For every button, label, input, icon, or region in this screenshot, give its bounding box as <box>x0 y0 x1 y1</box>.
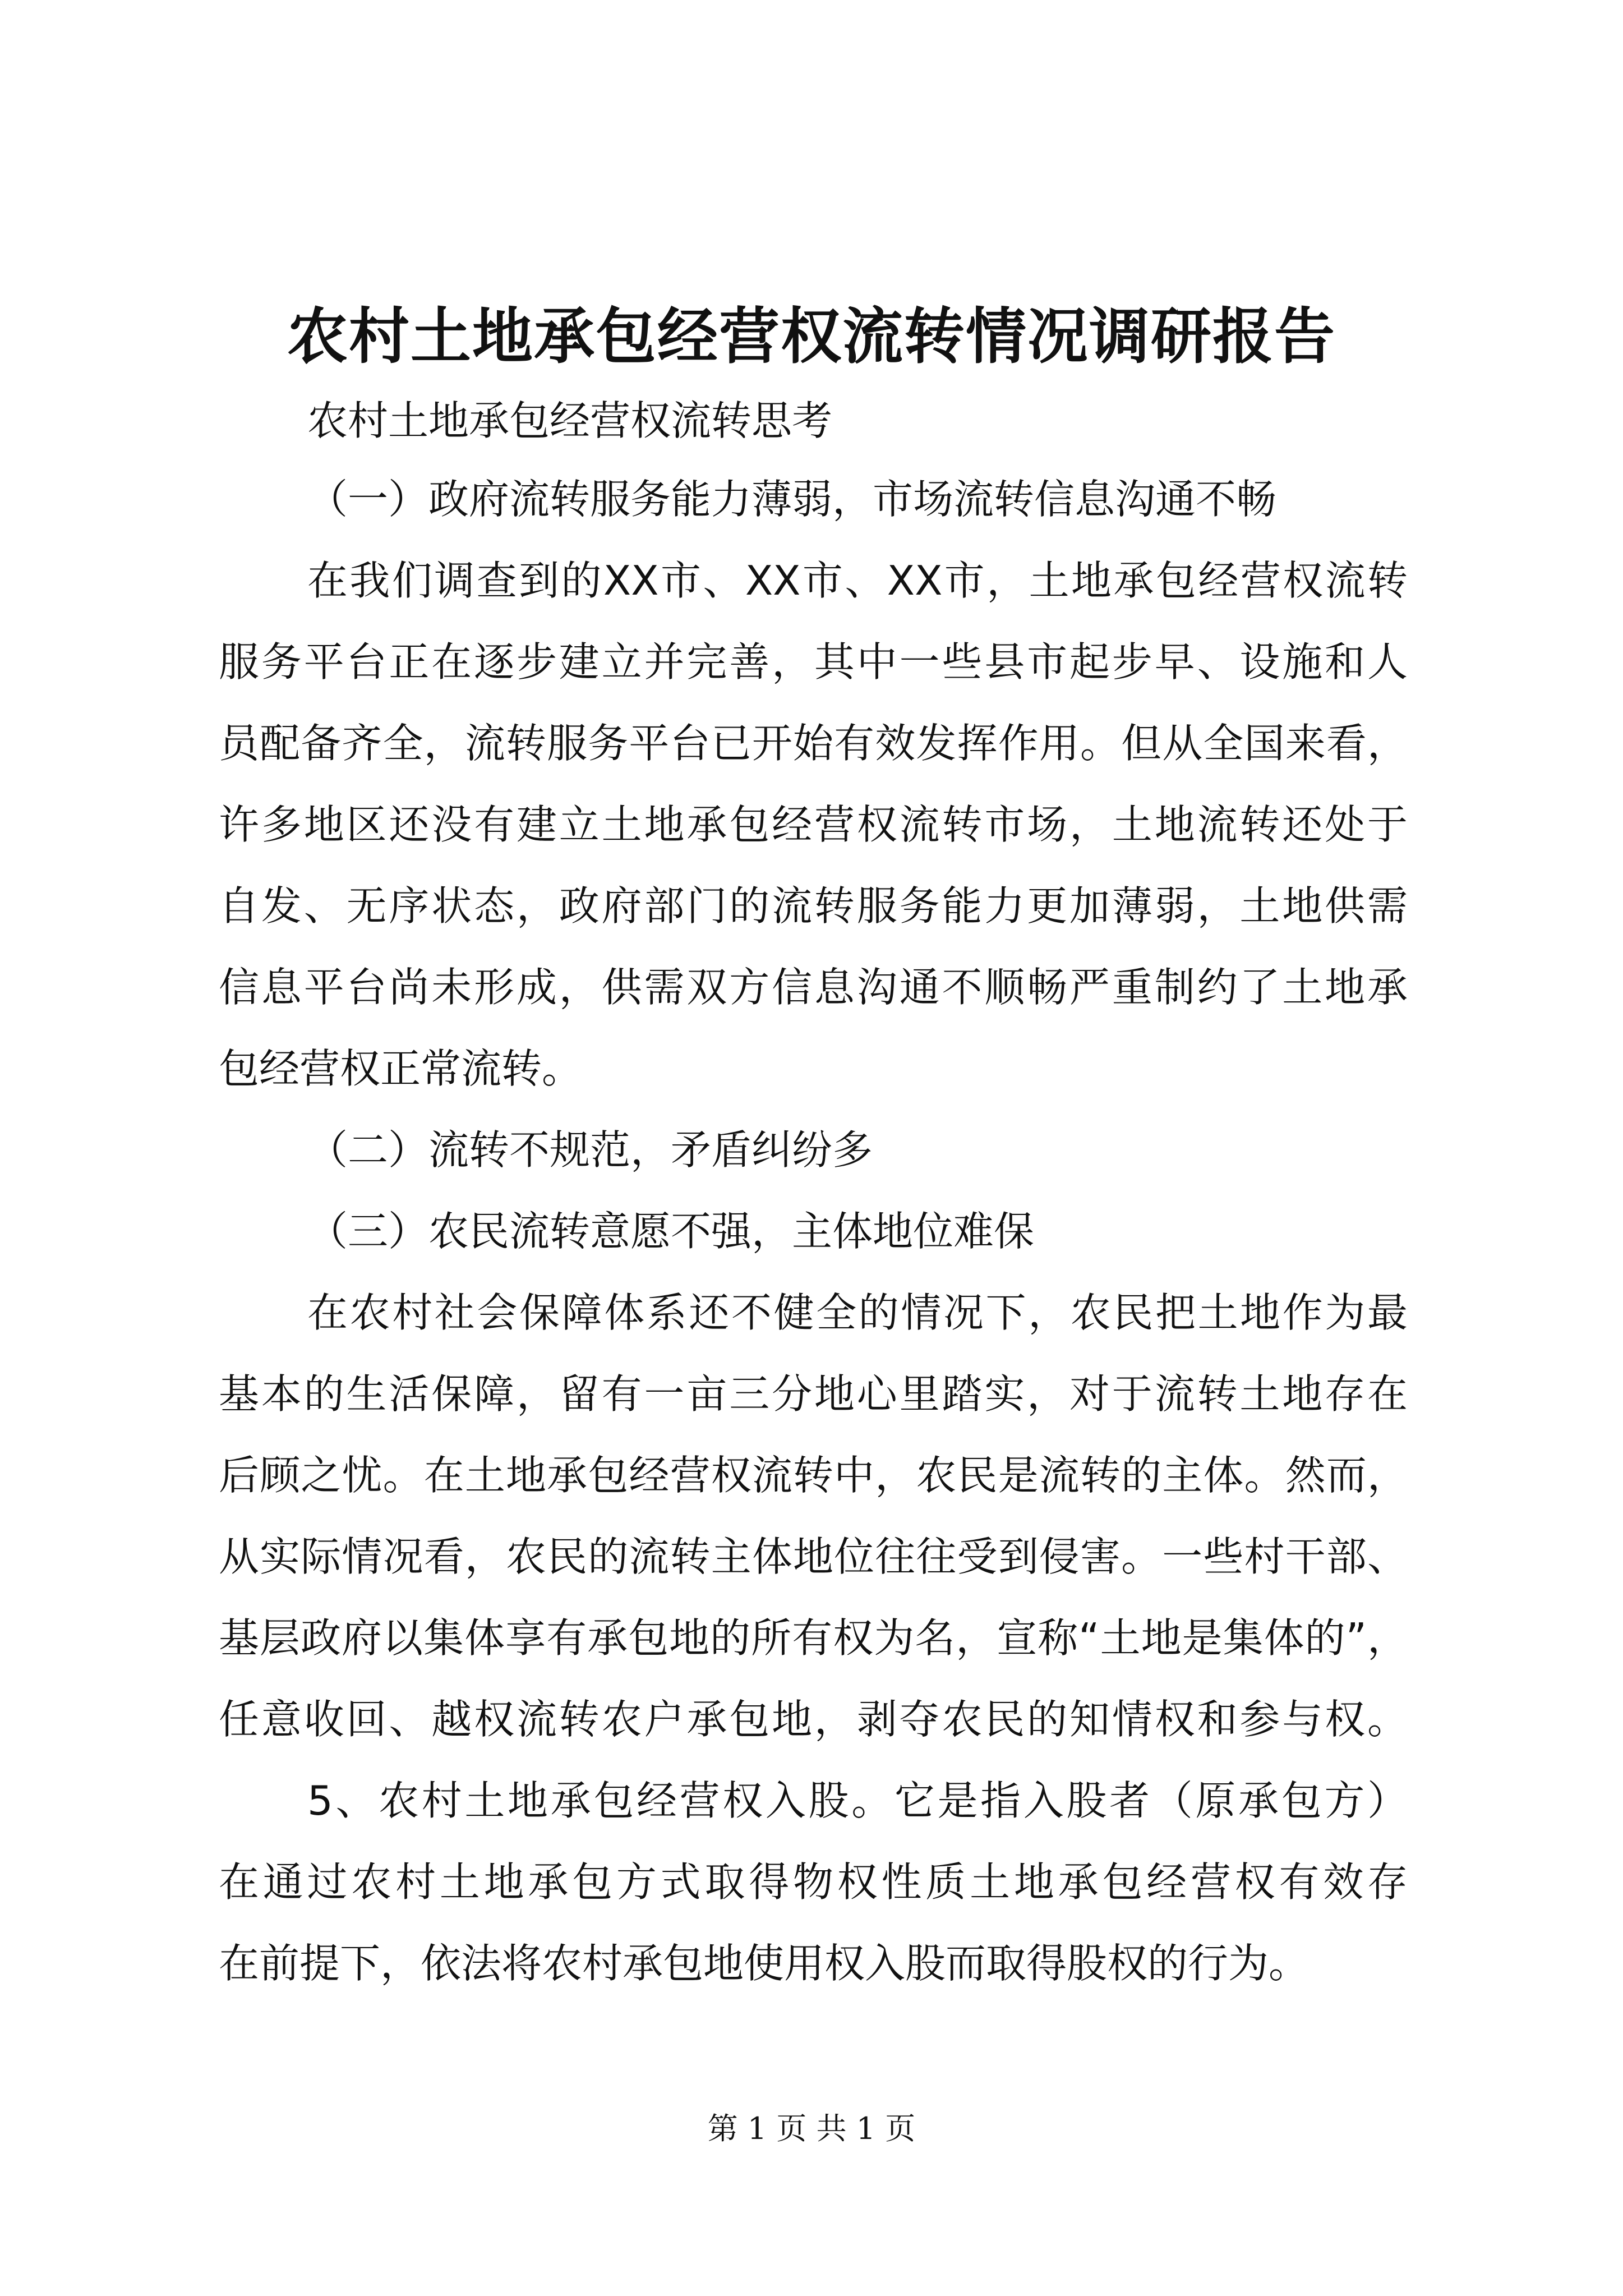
line-text: 基本的生活保障，留有一亩三分地心里踏实，对于流转土地存在 <box>219 1370 1408 1418</box>
line-text: （二）流转不规范，矛盾纠纷多 <box>307 1126 873 1174</box>
line-text: 许多地区还没有建立土地承包经营权流转市场，土地流转还处于 <box>219 801 1408 848</box>
line-text: 信息平台尚未形成，供需双方信息沟通不顺畅严重制约了土地承 <box>219 964 1408 1011</box>
line-text: （一）政府流转服务能力薄弱，市场流转信息沟通不畅 <box>307 476 1277 523</box>
line-text: 从实际情况看，农民的流转主体地位往往受到侵害。一些村干部、 <box>219 1533 1408 1580</box>
page-footer: 第 1 页 共 1 页 <box>707 2111 916 2146</box>
line-text: 在通过农村土地承包方式取得物权性质土地承包经营权有效存 <box>219 1858 1408 1906</box>
line-text: 自发、无序状态，政府部门的流转服务能力更加薄弱，土地供需 <box>219 882 1408 930</box>
line-text: 在农村社会保障体系还不健全的情况下，农民把土地作为最 <box>307 1289 1408 1336</box>
line-text: 基层政府以集体享有承包地的所有权为名，宣称“土地是集体的”， <box>219 1614 1408 1662</box>
line-text: 员配备齐全，流转服务平台已开始有效发挥作用。但从全国来看， <box>219 720 1408 767</box>
line-text: 任意收回、越权流转农户承包地，剥夺农民的知情权和参与权。 <box>219 1696 1408 1743</box>
line-text: 在前提下，依法将农村承包地使用权入股而取得股权的行为。 <box>219 1940 1310 1987</box>
line-text: 农村土地承包经营权流转思考 <box>307 397 833 444</box>
document-title: 农村土地承包经营权流转情况调研报告 <box>287 301 1336 372</box>
line-text: 5、农村土地承包经营权入股。它是指入股者（原承包方） <box>307 1777 1408 1824</box>
line-text: 服务平台正在逐步建立并完善，其中一些县市起步早、设施和人 <box>219 638 1408 685</box>
line-text: 包经营权正常流转。 <box>219 1045 583 1092</box>
line-text: （三）农民流转意愿不强，主体地位难保 <box>307 1208 1035 1255</box>
line-text: 在我们调查到的XX市、XX市、XX市，土地承包经营权流转 <box>307 557 1408 604</box>
line-text: 后顾之忧。在土地承包经营权流转中，农民是流转的主体。然而， <box>219 1452 1408 1499</box>
